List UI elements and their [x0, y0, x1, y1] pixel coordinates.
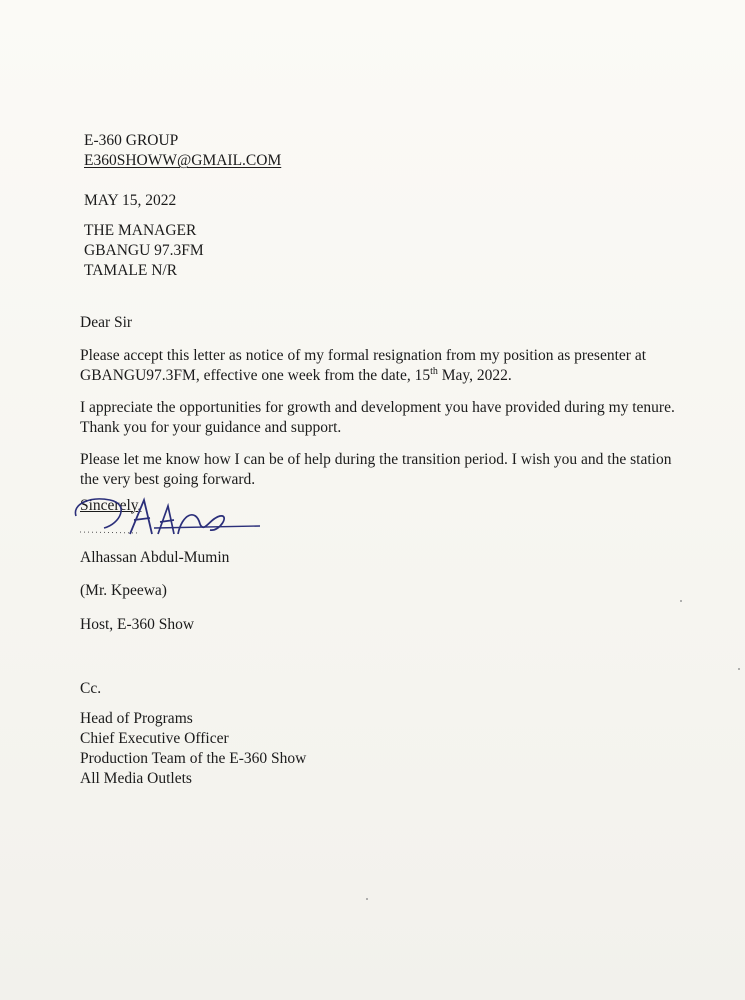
paper-speck [366, 898, 368, 900]
handwritten-signature [70, 494, 270, 550]
p1-superscript: th [430, 365, 438, 377]
p1-text-end: May, 2022. [437, 367, 512, 384]
signatory-name: Alhassan Abdul-Mumin [80, 549, 230, 566]
cc-list [80, 709, 306, 789]
cc-item: Chief Executive Officer [80, 730, 229, 747]
body-paragraph-2: I appreciate the opportunities for growth and development you have provided during my tenure. Thank you for your guidance and support. [80, 399, 675, 436]
recipient-line-3: TAMALE N/R [84, 262, 178, 279]
cc-item: All Media Outlets [80, 770, 192, 787]
recipient-line-1: THE MANAGER [84, 222, 197, 239]
paper-speck [738, 668, 740, 670]
cc-label: Cc. [80, 680, 102, 697]
signatory-alias: (Mr. Kpeewa) [80, 582, 167, 599]
sender-org: E-360 GROUP [84, 132, 179, 149]
letter-date: MAY 15, 2022 [84, 192, 177, 209]
salutation: Dear Sir [80, 314, 133, 331]
closing: Sincerely, [80, 497, 142, 514]
p1-text: Please accept this letter as notice of my formal resignation from my position as presenter at GBANGU97.3FM, effective one week from the date, 15 [80, 347, 647, 384]
signature-area [70, 494, 270, 550]
sender-email: E360SHOWW@GMAIL.COM [84, 152, 282, 169]
body-paragraph-3: Please let me know how I can be of help during the transition period. I wish you and the station the very best going forward. [80, 451, 672, 488]
cc-item: Production Team of the E-360 Show [80, 750, 307, 767]
signatory-title: Host, E-360 Show [80, 616, 195, 633]
paper-speck [680, 600, 682, 602]
cc-item: Head of Programs [80, 710, 193, 727]
recipient-line-2: GBANGU 97.3FM [84, 242, 204, 259]
body-paragraph-1 [80, 346, 680, 386]
